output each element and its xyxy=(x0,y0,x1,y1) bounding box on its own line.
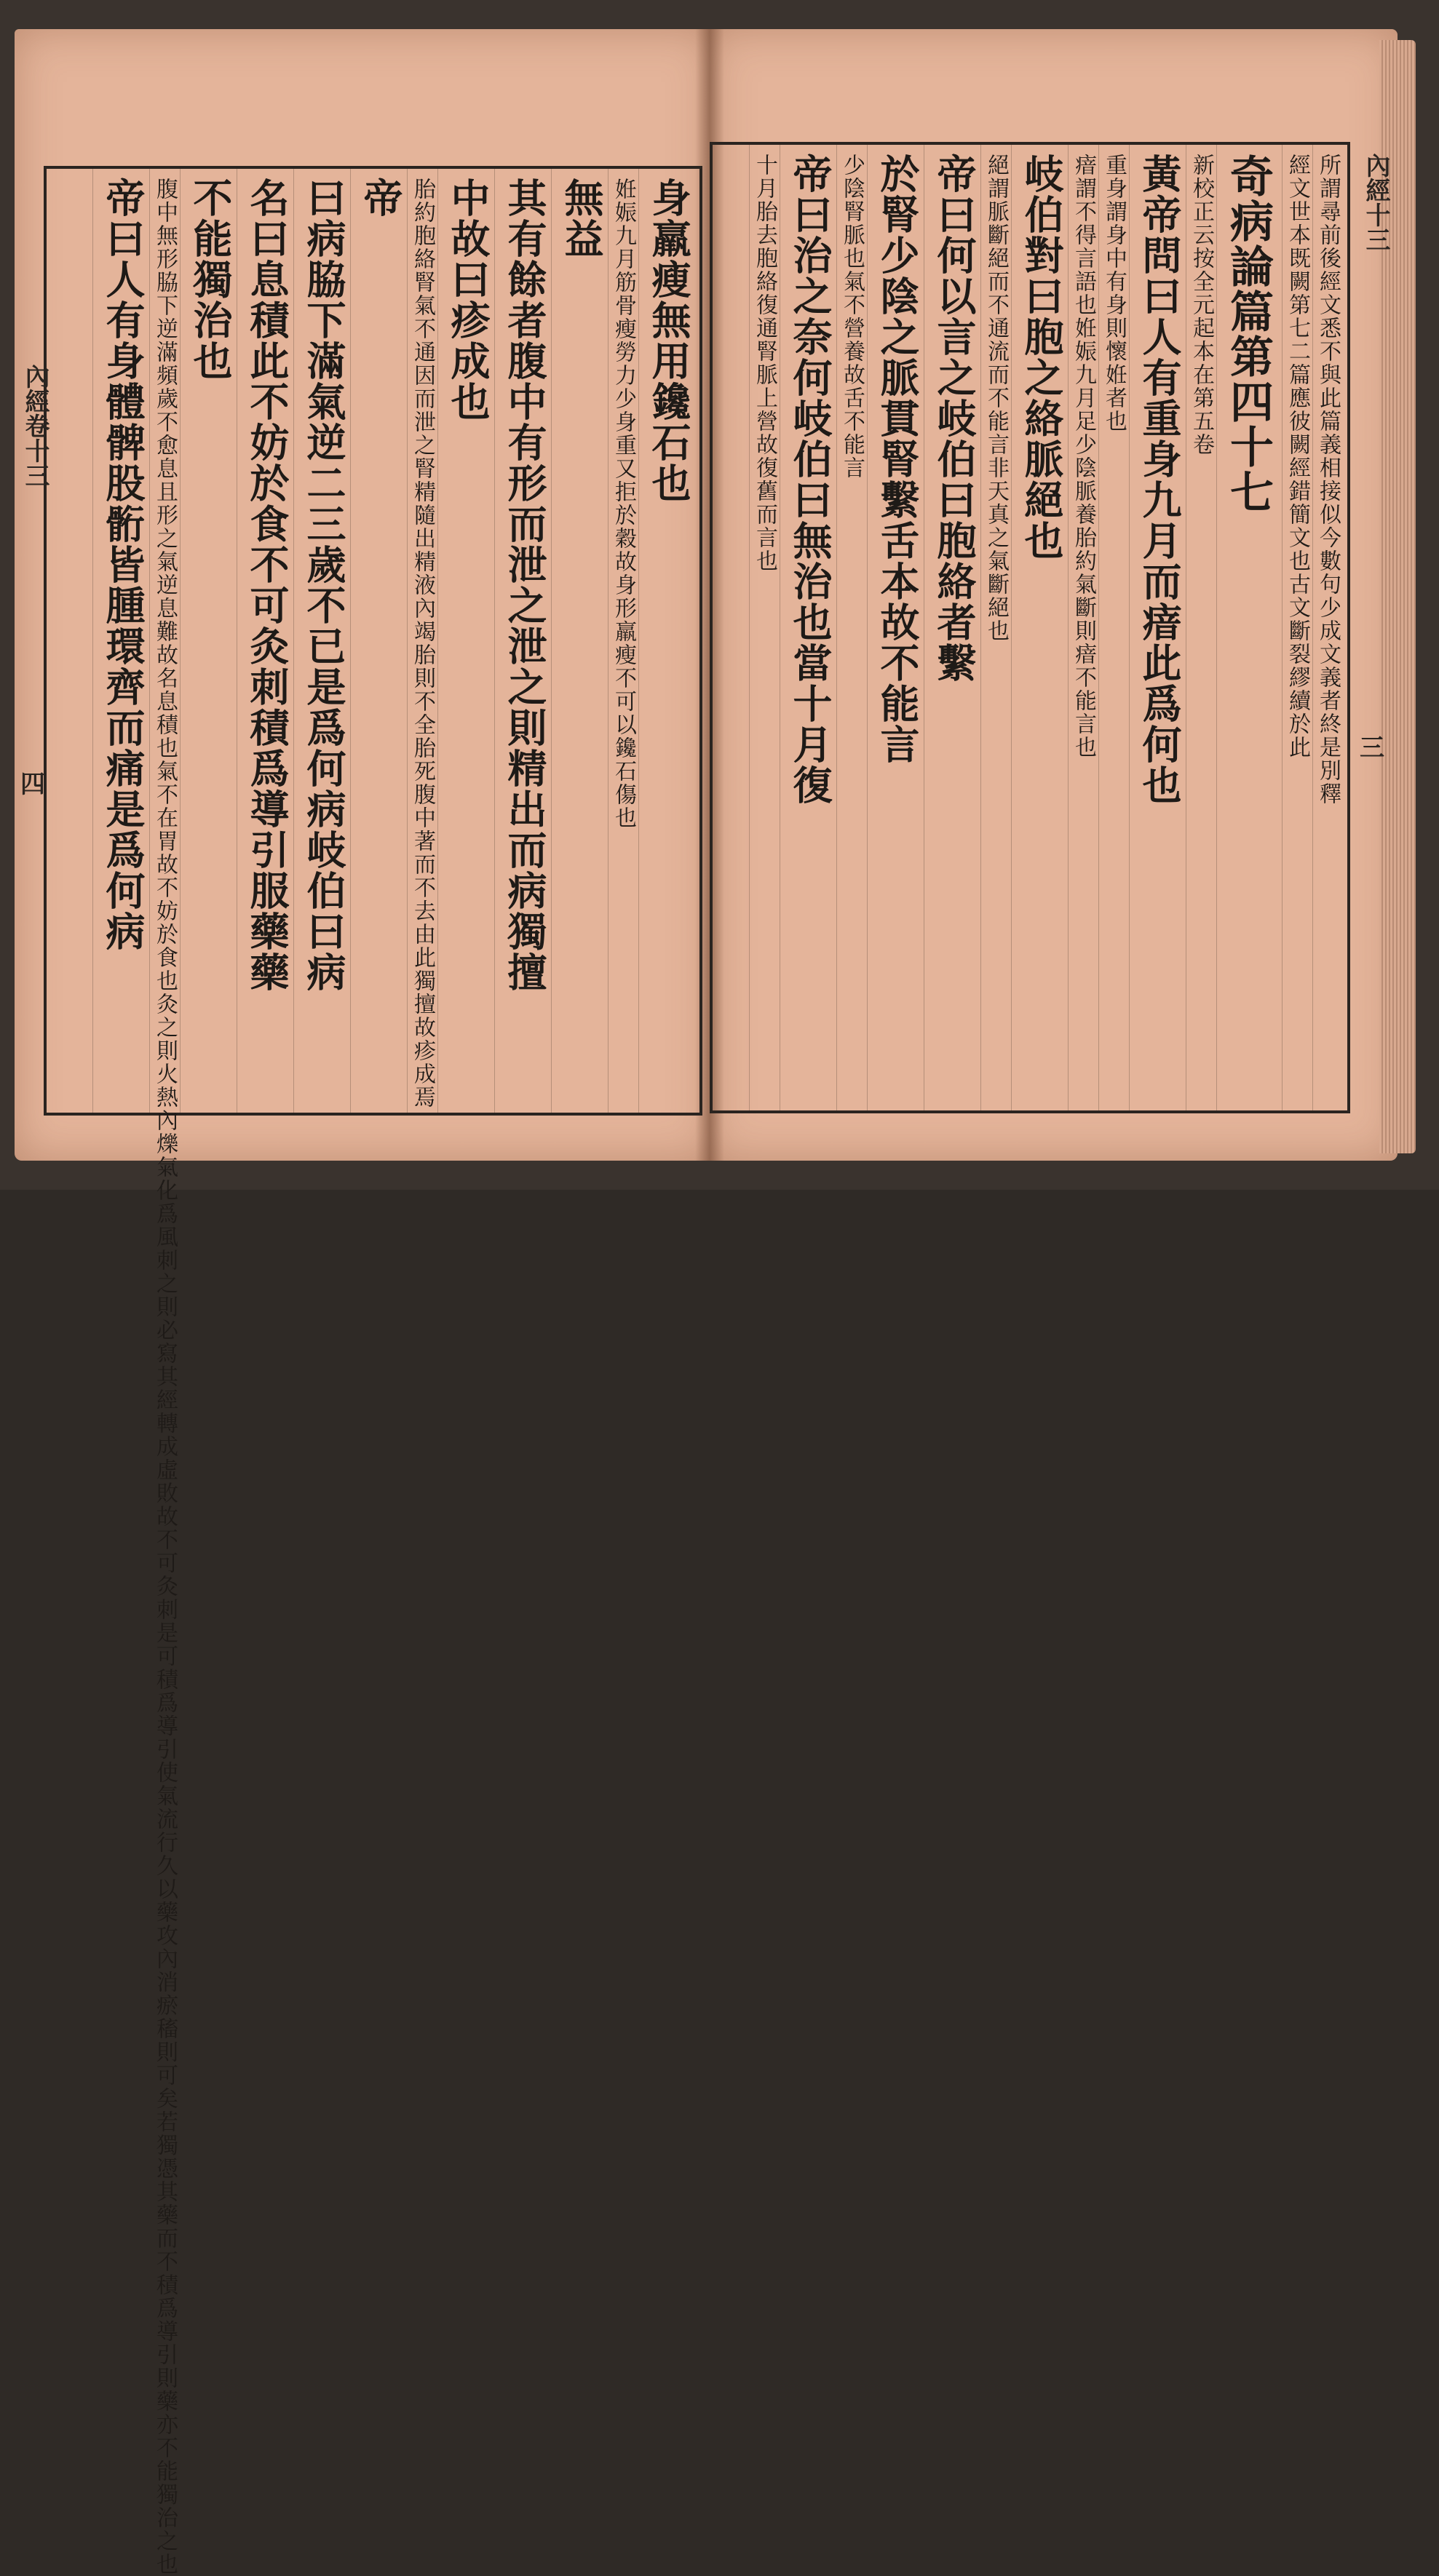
right-page-column: 黃帝問曰人有重身九月而瘖此爲何也 xyxy=(1136,154,1183,806)
right-page-column: 帝曰何以言之岐伯曰胞絡者繫 xyxy=(931,154,978,683)
right-page-column: 瘖謂不得言語也姙娠九月足少陰脈養胎約氣斷則瘖不能言也 xyxy=(1071,154,1096,759)
column-rule xyxy=(1011,145,1012,1110)
right-page-column: 於腎少陰之脈貫腎繫舌本故不能言 xyxy=(874,154,921,765)
right-margin-tab: 內經十三 xyxy=(1361,153,1390,252)
column-rule xyxy=(437,169,438,1113)
column-rule xyxy=(638,169,639,1113)
right-page-number: 三 xyxy=(1360,734,1384,763)
left-page-column: 名曰息積此不妨於食不可灸刺積爲導引服藥藥 xyxy=(244,178,290,993)
left-page-column: 帝 xyxy=(357,178,404,218)
column-rule xyxy=(180,169,181,1113)
left-page-column: 胎約胞絡腎氣不通因而泄之腎精隨出精液內竭胎則不全胎死腹中著而不去由此獨擅故疹成焉 xyxy=(410,178,435,1109)
column-rule xyxy=(1312,145,1313,1110)
column-rule xyxy=(867,145,868,1110)
right-page-column: 重身謂身中有身則懷姙者也 xyxy=(1101,154,1127,433)
left-page-column: 不能獨治也 xyxy=(187,178,234,381)
right-page-column: 岐伯對曰胞之絡脈絕也 xyxy=(1018,154,1065,561)
left-page-column: 中故曰疹成也 xyxy=(445,178,491,422)
column-rule xyxy=(92,169,93,1113)
left-page-column: 姙娠九月筋骨瘦勞力少身重又拒於穀故身形羸瘦不可以鑱石傷也 xyxy=(611,178,636,830)
column-rule xyxy=(749,145,750,1110)
column-rule xyxy=(1282,145,1283,1110)
right-page-column: 新校正云按全元起本在第五卷 xyxy=(1189,154,1214,456)
right-page-column: 絕謂脈斷絕而不通流而不能言非天真之氣斷絕也 xyxy=(983,154,1009,643)
column-rule xyxy=(1129,145,1130,1110)
right-page-frame xyxy=(710,142,1350,1113)
left-page-column: 帝曰人有身體髀股䯒皆腫環齊而痛是爲何病 xyxy=(100,178,146,952)
left-page-column: 腹中無形脇下逆滿頻歲不愈息且形之氣逆息難故名息積也氣不在胃故不妨於食也灸之則火熱內爍氣化爲風刺之則必寫其經轉成虛敗故不可灸刺是可積爲導引使氣流行久以藥攻內消瘀稸則可矣若獨憑其藥而不積爲導引則藥亦不能獨治之也 xyxy=(152,178,178,2576)
left-margin-tab: 內經卷十三 xyxy=(20,364,49,488)
left-page-column: 曰病脇下滿氣逆二三歲不已是爲何病岐伯曰病 xyxy=(301,178,347,993)
right-page-column: 十月胎去胞絡復通腎脈上營故復舊而言也 xyxy=(752,154,777,573)
right-page-column: 少陰腎脈也氣不營養故舌不能言 xyxy=(839,154,865,480)
column-rule xyxy=(1098,145,1099,1110)
left-page-column: 其有餘者腹中有形而泄之泄之則精出而病獨擅 xyxy=(502,178,548,993)
left-page-number: 四 xyxy=(20,770,45,799)
right-page-column: 經文世本既闕第七二篇應彼闕經錯簡文也古文斷裂繆續於此 xyxy=(1285,154,1310,759)
left-page-column: 身羸瘦無用鑱石也 xyxy=(646,178,692,504)
left-page-column: 無益 xyxy=(558,178,605,259)
right-page-column: 奇病論篇第四十七 xyxy=(1223,154,1274,514)
right-page-column: 帝曰治之奈何岐伯曰無治也當十月復 xyxy=(787,154,833,806)
right-page-column: 所謂尋前後經文悉不與此篇義相接似今數句少成文義者終是別釋 xyxy=(1315,154,1341,806)
left-page-frame xyxy=(44,166,702,2576)
column-rule xyxy=(1216,145,1217,1110)
